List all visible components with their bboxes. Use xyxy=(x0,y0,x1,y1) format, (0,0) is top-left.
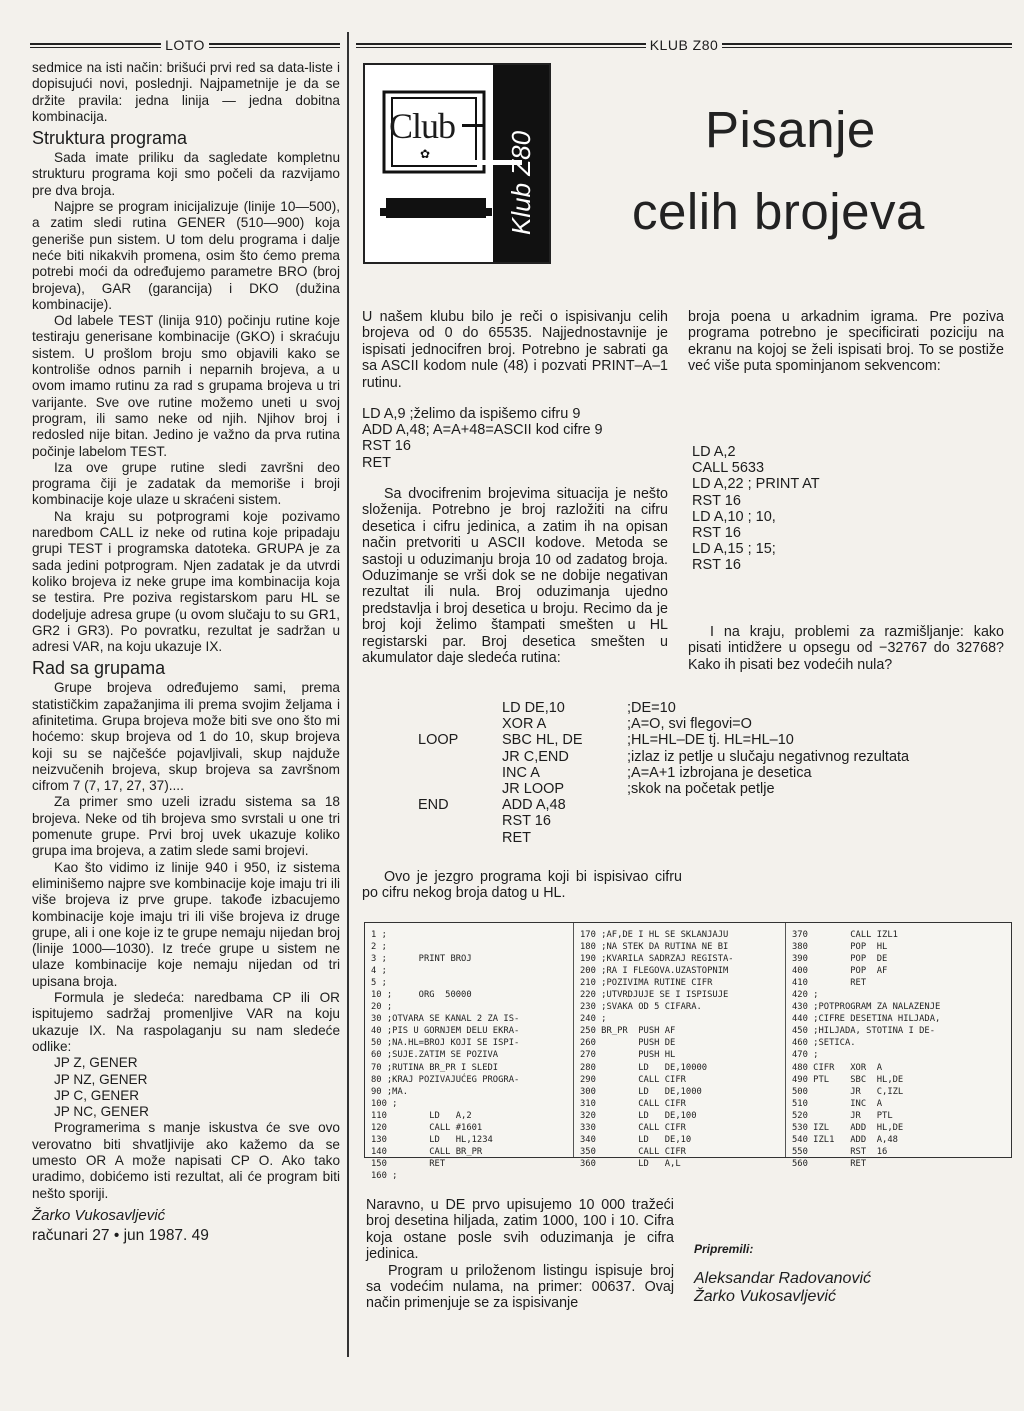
listing-line: 30 ;OTVARA SE KANAL 2 ZA IS- xyxy=(371,1014,520,1025)
listing-line: 410 RET xyxy=(792,978,867,989)
header-rule xyxy=(209,43,340,48)
listing-line: 290 CALL CIFR xyxy=(580,1074,686,1085)
listing-line: 110 LD A,2 xyxy=(371,1110,472,1121)
listing-line: 430 ;POTPROGRAM ZA NALAZENJE xyxy=(792,1002,941,1013)
code-line: LD A,22 ; PRINT AT xyxy=(692,476,820,493)
listing-line: 350 CALL CIFR xyxy=(580,1146,686,1157)
asm-label: LOOP xyxy=(418,732,459,749)
listing-line: 490 PTL SBC HL,DE xyxy=(792,1074,904,1085)
listing-line: 80 ;KRAJ POZIVAJUĆEG PROGRA- xyxy=(371,1074,520,1085)
asm-instruction: LD DE,10 xyxy=(502,700,565,716)
paragraph: broja poena u arkadnim igrama. Pre poziva programa potrebno je specificirati poziciju na ekranu na kojoj se želi ispisati broj. To se postiže već više puta spominjanom sekvencom: xyxy=(688,309,1004,375)
listing-line: 400 POP AF xyxy=(792,966,888,977)
asm-label xyxy=(418,765,488,781)
listing-line: 120 CALL #1601 xyxy=(371,1122,483,1133)
listing-line: 100 ; xyxy=(371,1098,398,1109)
listing-line: 190 ;KVARILA SADRZAJ REGISTA- xyxy=(580,954,734,965)
right-column xyxy=(688,309,1004,375)
club-z80-logo xyxy=(363,63,551,264)
middle-column xyxy=(362,309,668,391)
author: Aleksandar Radovanović xyxy=(694,1270,871,1287)
paragraph: Formula je sledeća: naredbama CP ili OR ispitujemo sadržaj promenljive VAR na koju ukazuje IX. Na raspolaganju su nam sledeće odlike: xyxy=(32,990,340,1054)
paragraph: I na kraju, problemi za razmišljanje: kako pisati intidžere u opsegu od −32767 do 32768? Kako ih pisati bez vodećih nula? xyxy=(688,624,1004,673)
listing-column-2 xyxy=(580,929,734,1170)
asm-label: END xyxy=(418,797,449,814)
listing-line: 4 ; xyxy=(371,966,387,977)
asm-instruction: SBC HL, DE xyxy=(502,732,583,749)
listing-line: 140 CALL BR_PR xyxy=(371,1146,483,1157)
header-rule xyxy=(722,43,1012,48)
paragraph: Najpre se program inicijalizuje (linije 10—500), a zatim sledi rutina GENER (510—900) koja generiše pun sistem. U tom delu programa i dalje neće biti nikakvih promena, osim što ćemo prema potrebi moći da određujemo parametre BRO (broj brojeva), GAR (garancija) i DKO (dužina kombinacije). xyxy=(32,199,340,312)
listing-line: 130 LD HL,1234 xyxy=(371,1134,493,1145)
asm-comment xyxy=(627,813,1012,829)
logo-club-text: Club xyxy=(389,106,456,146)
paragraph: Programerima s manje iskustva će sve ovo verovatno biti shvatljivije ako kažemo da se umesto OR A može napisati CP O. Ako tako uradimo, dobićemo isti rezultat, ali će program biti nešto sporiji. xyxy=(32,1120,340,1201)
listing-line: 380 POP HL xyxy=(792,942,888,953)
code-line: CALL 5633 xyxy=(692,460,765,477)
asm-instruction: INC A xyxy=(502,764,540,781)
code-line: RST 16 xyxy=(692,524,741,541)
asm-instructions xyxy=(502,700,622,846)
listing-column-1 xyxy=(371,929,519,1182)
paragraph: Na kraju su potprogrami koje pozivamo naredbom CALL iz neke od rutina koje pripadaju grupi TEST i programska datoteka. GRUPA je za sada jedini potprogram. Njen zadatak je da utvrdi koliko brojeva iz neke grupe ima kombinacija koja se testira. Pre poziva registarskom paru HL se dodeljuje adresa grupe (u ovom slučaju to su GR1, GR2 i GR3). Po povratku, rezultat je sadržan u adresi VAR, na koju ukazuje IX. xyxy=(32,508,340,655)
jump-instruction: JP Z, GENER xyxy=(54,1055,138,1071)
listing-line: 560 RET xyxy=(792,1158,867,1169)
paragraph: Kao što vidimo iz linije 940 i 950, iz sistema eliminišemo najpre sve kombinacije koje imaju tri ili više brojeva iz prve grupe. takođe izbacujemo kombinacije koje imaju tri ili više brojeva iz druge grupe, ali i one koje iz te grupe nemaju nijedan broj (linije 1000—1030). Iz treće grupe u sistem ne ulaze kombinacije koje nemaju nijedan od tri upisana broja. xyxy=(32,859,340,989)
listing-line: 390 POP DE xyxy=(792,954,888,965)
listing-column-3 xyxy=(792,929,940,1170)
code-block-print-at xyxy=(692,444,992,574)
listing-line: 90 ;MA. xyxy=(371,1086,409,1097)
asm-comment: ;izlaz iz petlje u slučaju negativnog rezultata xyxy=(627,748,910,765)
asm-label xyxy=(418,781,488,797)
header-left xyxy=(30,37,340,53)
listing-line: 320 LD DE,100 xyxy=(580,1110,697,1121)
listing-line: 180 ;NA STEK DA RUTINA NE BI xyxy=(580,942,729,953)
listing-line: 550 RST 16 xyxy=(792,1146,888,1157)
asm-label xyxy=(418,716,488,732)
listing-line: 440 ;CIFRE DESETINA HILJADA, xyxy=(792,1014,941,1025)
asm-comment: ;HL=HL–DE tj. HL=HL–10 xyxy=(627,732,794,749)
author: Žarko Vukosavljević xyxy=(694,1288,836,1305)
jump-instruction: JP NC, GENER xyxy=(54,1104,149,1120)
listing-line: 240 ; xyxy=(580,1014,607,1025)
asm-comment xyxy=(627,830,1012,846)
asm-label xyxy=(418,813,488,829)
listing-line: 300 LD DE,1000 xyxy=(580,1086,702,1097)
asm-label xyxy=(418,700,488,716)
listing-line: 210 ;POZIVIMA RUTINE CIFR xyxy=(580,978,713,989)
middle-column-2 xyxy=(362,486,668,666)
listing-line: 5 ; xyxy=(371,978,387,989)
listing-line: 450 ;HILJADA, STOTINA I DE- xyxy=(792,1026,935,1037)
section-heading: Rad sa grupama xyxy=(32,658,166,679)
section-heading: Struktura programa xyxy=(32,128,188,149)
listing-line: 370 CALL IZL1 xyxy=(792,930,898,940)
listing-line: 230 ;SVAKA OD 5 CIFARA. xyxy=(580,1002,702,1013)
asm-comment: ;A=O, svi flegovi=O xyxy=(627,716,752,733)
header-right xyxy=(356,37,1012,53)
listing-line: 280 LD DE,10000 xyxy=(580,1062,708,1073)
prepared-label: Pripremili: xyxy=(694,1242,754,1256)
asm-instruction: ADD A,48 xyxy=(502,797,566,814)
article-title-line1: Pisanje xyxy=(705,101,876,158)
listing-line: 2 ; xyxy=(371,942,387,953)
paragraph: Naravno, u DE prvo upisujemo 10 000 tražeći broj desetina hiljada, zatim 1000, 100 i 10. Cifra koja ostane posle svih oduzimanja je cifra jedinica. xyxy=(366,1197,674,1263)
code-line: RST 16 xyxy=(692,492,741,509)
listing-line: 150 RET xyxy=(371,1158,446,1169)
code-line: LD A,2 xyxy=(692,444,736,460)
asm-instruction: RST 16 xyxy=(502,813,551,830)
right-column-2 xyxy=(688,624,1004,673)
listing-line: 60 ;SUJE.ZATIM SE POZIVA xyxy=(371,1050,499,1061)
listing-line: 330 CALL CIFR xyxy=(580,1122,686,1133)
paragraph: U našem klubu bilo je reči o ispisivanju celih brojeva od 0 do 65535. Najjednostavnije je ispisati jednocifren broj. Potrebno je sabrati ga sa ASCII kodom nule (48) i pozvati PRINT–A–1 rutinu. xyxy=(362,309,668,391)
listing-line: 420 ; xyxy=(792,990,819,1001)
code-line: RET xyxy=(362,454,391,471)
asm-comment: ;DE=10 xyxy=(627,700,676,716)
asm-comments xyxy=(627,700,1012,846)
paragraph: Iza ove grupe rutine sledi završni deo programa čiji je zadatak da memoriše i broji kombinacije koje ulaze u skraćeni sistem. xyxy=(32,459,340,508)
listing-line: 500 JR C,IZL xyxy=(792,1086,904,1097)
paragraph: Program u priloženom listingu ispisuje broj sa vodećim nulama, na primer: 00637. Ovaj način primenjuje se za ispisivanje xyxy=(366,1262,674,1312)
listing-line: 1 ; xyxy=(371,930,387,940)
code-line: LD A,9 ;želimo da ispišemo cifru 9 xyxy=(362,406,581,422)
asm-comment: ;A=A+1 izbrojana je desetica xyxy=(627,764,812,781)
paragraph: Od labele TEST (linija 910) počinju rutine koje testiraju generisane kombinacije (GKO) i skraćuju sistem. U prošlom broju smo objavili kako se kontroliše odnos parnih i neparnih brojeva, a u ovom imamo rutinu za rad s grupama brojeva u tri varijante. Sve ove rutine možemo uneti u svoj program, ili samo neke od njih. Njihov broj i redosled nije bitan. Jedino je važno da prva rutina počinje labelom TEST. xyxy=(32,313,340,459)
column-divider xyxy=(347,32,349,1357)
header-rule xyxy=(356,43,646,48)
listing-line: 170 ;AF,DE I HL SE SKLANJAJU xyxy=(580,930,729,940)
paragraph: Sa dvocifrenim brojevima situacija je nešto složenija. Potrebno je broj razložiti na cifru desetica i cifru jedinica, a zatim ih na opisan način pretvoriti u ASCII kodove. Metoda se sastoji u oduzimanju broja 10 od zadatog broja. Oduzimanje se vrši dok se ne dobije negativan rezultat ili nula. Broj oduzimanja ujedno predstavlja i broj desetica u broju. Recimo da je broj koji želimo štampati smešten u HL registarski par. Broj desetica smešten u akumulator daje sledeća rutina: xyxy=(362,486,668,667)
listing-line: 540 IZL1 ADD A,48 xyxy=(792,1134,898,1145)
article-title-line2: celih brojeva xyxy=(632,183,925,240)
asm-comment xyxy=(627,797,1012,813)
listing-line: 260 PUSH DE xyxy=(580,1038,676,1049)
jump-instruction: JP NZ, GENER xyxy=(54,1071,148,1087)
listing-line: 3 ; PRINT BROJ xyxy=(371,954,472,965)
listing-caption xyxy=(362,869,682,902)
listing-line: 220 ;UTVRDJUJE SE I ISPISUJE xyxy=(580,990,729,1001)
section-label-klub: KLUB Z80 xyxy=(649,37,719,53)
listing-line: 50 ;NA.HL=BROJ KOJI SE ISPI- xyxy=(371,1038,520,1049)
listing-line: 360 LD A,L xyxy=(580,1158,681,1169)
asm-label xyxy=(418,749,488,765)
listing-divider xyxy=(573,923,574,1157)
code-line: LD A,15 ; 15; xyxy=(692,541,776,558)
code-line: ADD A,48; A=A+48=ASCII kod cifre 9 xyxy=(362,422,603,439)
paragraph: Za primer smo uzeli izradu sistema sa 18 brojeva. Neke od tih brojeva smo svrstali u one tri pomenute grupe. Prvi broj uvek ukazuje koliko grupa ima brojeva, a zatim slede sami brojevi. xyxy=(32,794,340,859)
listing-line: 200 ;RA I FLEGOVA.UZASTOPNIM xyxy=(580,966,729,977)
section-label-loto: LOTO xyxy=(165,37,205,53)
bottom-text xyxy=(366,1197,674,1312)
listing-line: 310 CALL CIFR xyxy=(580,1098,686,1109)
asm-instruction: JR LOOP xyxy=(502,780,565,797)
asm-instruction: RET xyxy=(502,829,531,846)
page-footer: računari 27 • jun 1987. 49 xyxy=(32,1227,209,1245)
paragraph: sedmice na isti način: brišući prvi red sa data-liste i dopisujući novi, poslednji. Najpametnije je da se držite pravila: jedna linija — jedna dobitna kombinacija. xyxy=(32,60,340,124)
listing-line: 530 IZL ADD HL,DE xyxy=(792,1122,904,1133)
asm-instruction: XOR A xyxy=(502,716,547,733)
asm-instruction: JR C,END xyxy=(502,748,569,765)
program-listing xyxy=(364,922,1012,1181)
code-block-single-digit xyxy=(362,406,682,471)
logo-klub-text: Klub Z80 xyxy=(506,130,536,235)
listing-line: 40 ;PIS U GORNJEM DELU EKRA- xyxy=(371,1026,520,1037)
left-column xyxy=(32,60,340,1244)
caption-text: Ovo je jezgro programa koji bi ispisivao cifru po cifru nekog broja datog u HL. xyxy=(362,869,682,902)
listing-line: 250 BR_PR PUSH AF xyxy=(580,1026,676,1037)
asm-label xyxy=(418,830,488,846)
paragraph: Sada imate priliku da sagledate kompletnu strukturu programa koji smo počeli da razvijamo pre dva broja. xyxy=(32,150,340,198)
asm-labels xyxy=(418,700,488,846)
code-line: LD A,10 ; 10, xyxy=(692,508,776,525)
listing-line: 520 JR PTL xyxy=(792,1110,893,1121)
svg-text:✿: ✿ xyxy=(420,147,431,161)
listing-line: 160 ; xyxy=(371,1170,398,1181)
listing-line: 20 ; xyxy=(371,1002,393,1013)
listing-line: 70 ;RUTINA BR_PR I SLEDI xyxy=(371,1062,499,1073)
signature: Žarko Vukosavljević xyxy=(32,1206,166,1224)
listing-line: 270 PUSH HL xyxy=(580,1050,676,1061)
listing-line: 480 CIFR XOR A xyxy=(792,1062,883,1073)
paragraph: Grupe brojeva određujemo sami, prema statističkim zapažanjima ili prema svojim željama i afinitetima. Grupa brojeva može biti sve ono što mi hoćemo: skup brojeva od 1 do 10, skup brojeva koji su se najčešće pojavljivali, skup najduže neizvučenih brojeva, skup brojeva sa završnom cifrom 7 (7, 17, 27, 37).... xyxy=(32,680,340,794)
listing-divider xyxy=(785,923,786,1157)
code-line: RST 16 xyxy=(692,557,741,574)
listing-line: 10 ; ORG 50000 xyxy=(371,990,472,1001)
listing-line: 510 INC A xyxy=(792,1098,883,1109)
listing-line: 340 LD DE,10 xyxy=(580,1134,692,1145)
header-rule xyxy=(30,43,161,48)
listing-line: 460 ;SETICA. xyxy=(792,1038,856,1049)
code-line: RST 16 xyxy=(362,438,411,455)
asm-comment: ;skok na početak petlje xyxy=(627,780,775,797)
jump-instruction: JP C, GENER xyxy=(54,1087,140,1103)
listing-line: 470 ; xyxy=(792,1050,819,1061)
